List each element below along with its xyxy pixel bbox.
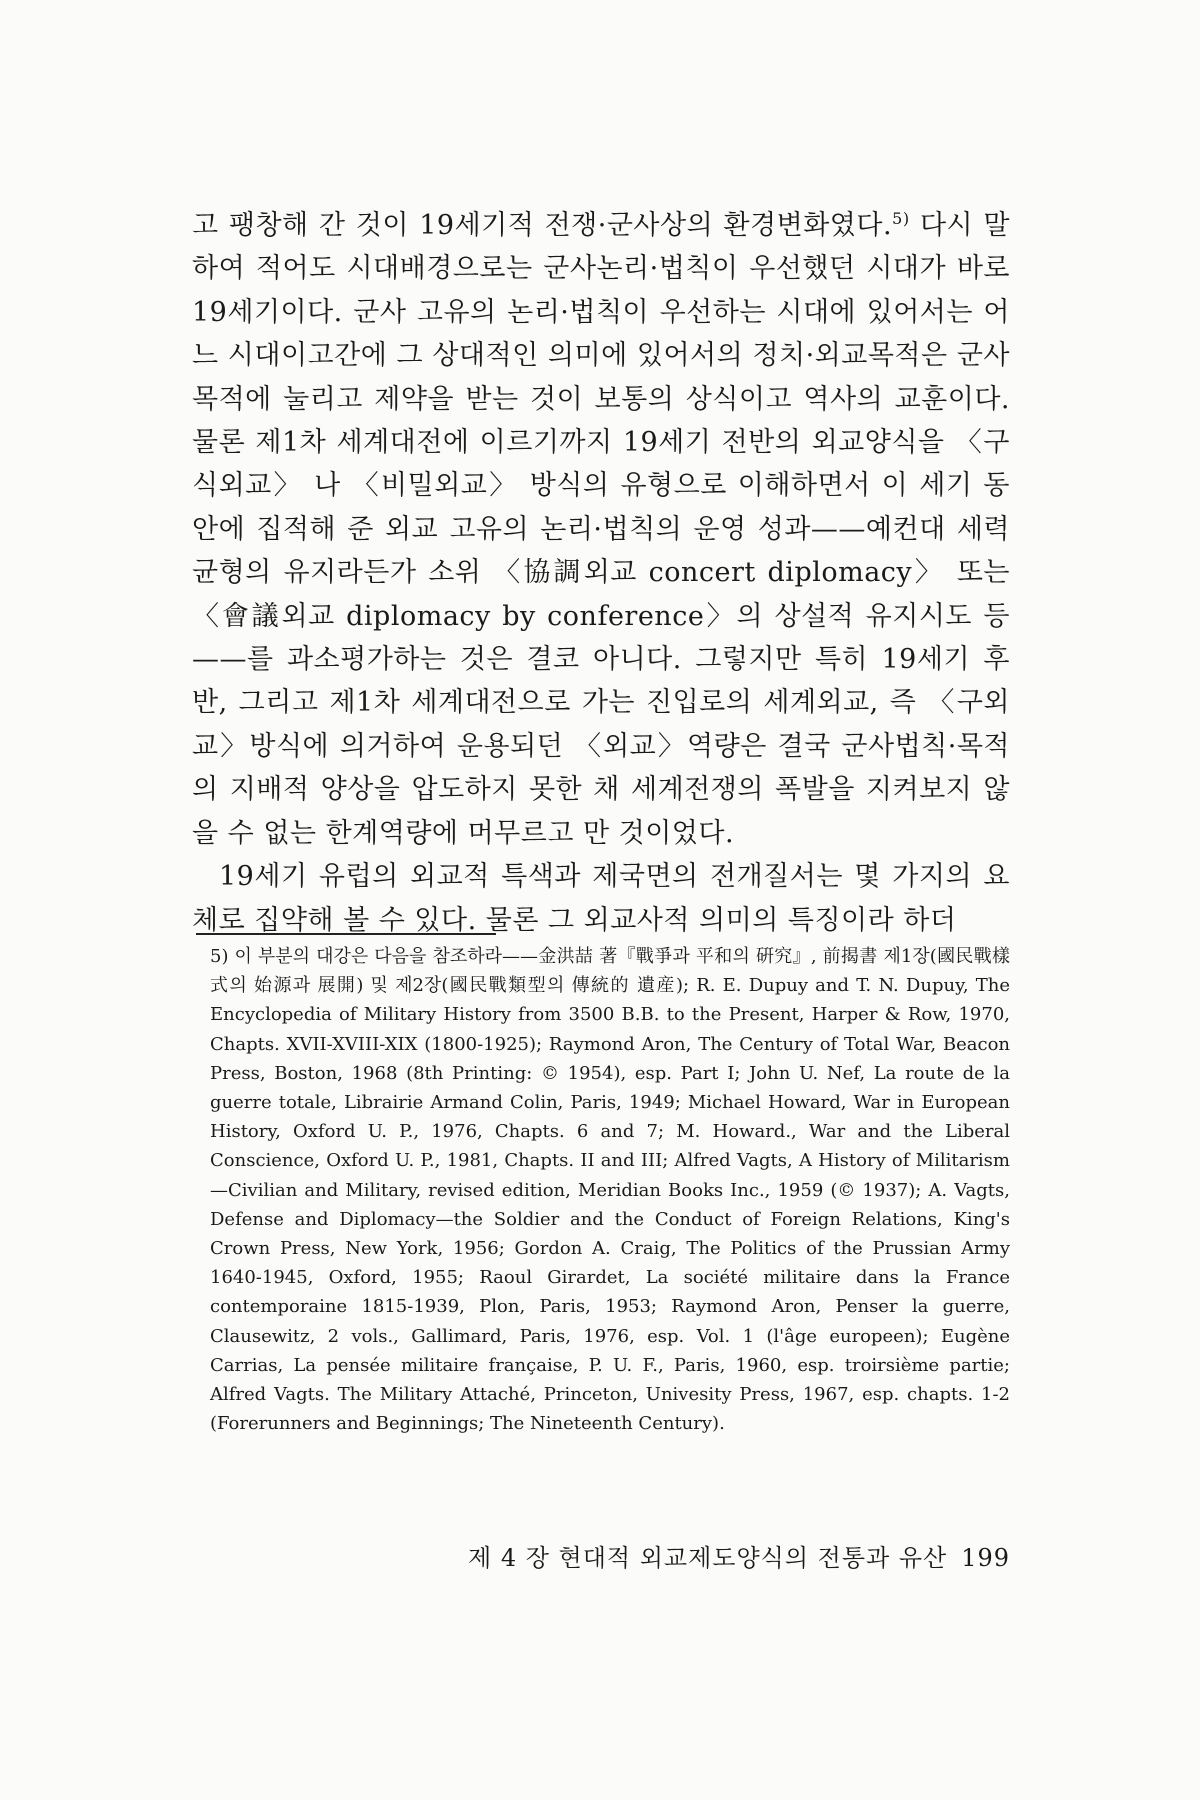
paragraph-2: 19세기 유럽의 외교적 특색과 제국면의 전개질서는 몇 가지의 요체로 집약해 볼 수 있다. 물론 그 외교사적 의미의 특징이라 하더 <box>192 861 1010 936</box>
chapter-title: 제 4 장 현대적 외교제도양식의 전통과 유산 <box>468 1544 948 1572</box>
footnote-number: 5) <box>210 946 229 967</box>
footnote-text: 이 부분의 대강은 다음을 참조하라——金洪喆 著『戰爭과 平和의 硏究』, 前揭書 제1장(國民戰樣式의 始源과 展開) 및 제2장(國民戰類型의 傳統的 遺産); R. E. Dupuy and T. N. Dupuy, The Encyclopedia of Military History from 3500 B.B. to the Present, Harper & Row, 1970, Chapts. XVII-XVIII-XIX (1800-1925); Raymond Aron, The Century of Total War, Beacon Press, Boston, 1968 (8th Printing: © 1954), esp. Part I; John U. Nef, La route de la guerre totale, Librairie Armand Colin, Paris, 1949; Michael Howard, War in European History, Oxford U. P., 1976, Chapts. 6 and 7; M. Howard., War and the Liberal Conscience, Oxford U. P., 1981, Chapts. II and III; Alfred Vagts, A History of Militarism—Civilian and Military, revised edition, Meridian Books Inc., 1959 (© 1937); A. Vagts, Defense and Diplomacy—the Soldier and the Conduct of Foreign Relations, King's Crown Press, New York, 1956; Gordon A. Craig, The Politics of the Prussian Army 1640-1945, Oxford, 1955; Raoul Girardet, La société militaire dans la France contemporaine 1815-1939, Plon, Paris, 1953; Raymond Aron, Penser la guerre, Clausewitz, 2 vols., Gallimard, Paris, 1976, esp. Vol. 1 (l'âge europeen); Eugène Carrias, La pensée militaire française, P. U. F., Paris, 1960, esp. troirsième partie; Alfred Vagts. The Military Attaché, Princeton, Univesity Press, 1967, esp. chapts. 1-2 (Forerunners and Beginnings; The Nineteenth Century). <box>210 946 1010 1435</box>
paragraph-1-start: 고 팽창해 간 것이 19세기적 전쟁·군사상의 환경변화였다. <box>192 210 893 241</box>
page-number: 199 <box>961 1544 1010 1572</box>
footnote-block <box>210 942 1010 1438</box>
footnote-reference: 5) <box>892 209 910 228</box>
paragraph-1 <box>192 197 1010 855</box>
main-text <box>192 197 1010 942</box>
running-footer <box>450 1538 1010 1573</box>
paragraph-1-continued: 다시 말하여 적어도 시대배경으로는 군사논리·법칙이 우선했던 시대가 바로 19세기이다. 군사 고유의 논리·법칙이 우선하는 시대에 있어서는 어느 시대이고간에 그 상대적인 의미에 있어서의 정치·외교목적은 군사목적에 눌리고 제약을 받는 것이 보통의 상식이고 역사의 교훈이다. 물론 제1차 세계대전에 이르기까지 19세기 전반의 외교양식을 〈구식외교〉 나 〈비밀외교〉 방식의 유형으로 이해하면서 이 세기 동안에 집적해 준 외교 고유의 논리·법칙의 운영 성과——예컨대 세력균형의 유지라든가 소위 〈協調외교 concert diplomacy〉 또는 〈會議외교 diplomacy by conference〉의 상설적 유지시도 등——를 과소평가하는 것은 결코 아니다. 그렇지만 특히 19세기 후반, 그리고 제1차 세계대전으로 가는 진입로의 세계외교, 즉 〈구외교〉방식에 의거하여 운용되던 〈외교〉역량은 결국 군사법칙·목적의 지배적 양상을 압도하지 못한 채 세계전쟁의 폭발을 지켜보지 않을 수 없는 한계역량에 머무르고 만 것이었다. <box>192 210 1010 849</box>
footnote-divider <box>196 933 496 935</box>
